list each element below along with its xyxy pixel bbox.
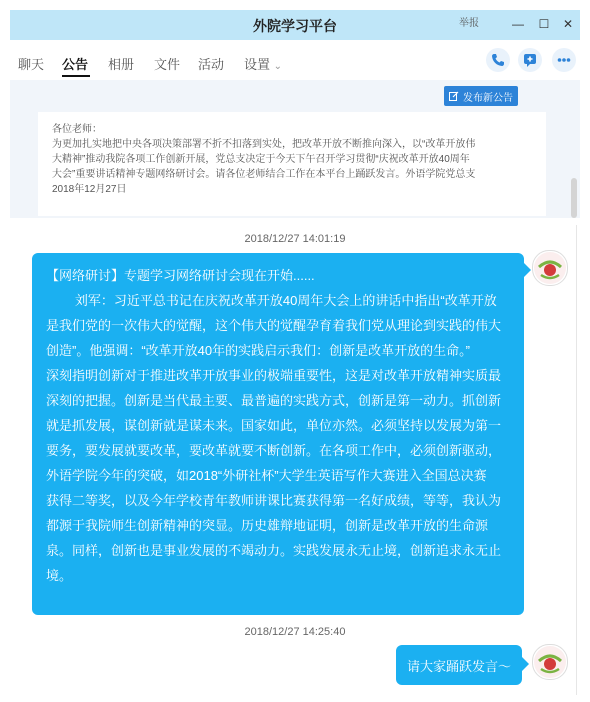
phone-button[interactable]	[486, 48, 510, 72]
maximize-button[interactable]: ☐	[538, 17, 550, 31]
more-icon	[552, 48, 576, 72]
message-line: 深刻指明创新对于推进改革开放事业的极端重要性，这是对改革开放精神实质最	[46, 368, 502, 383]
announcement-line: 为更加扎实地把中央各项决策部署不折不扣落到实处，把改革开放不断推向深入，以“改革开放伟	[52, 139, 476, 150]
message-line: 就是抓发展，谋创新就是谋未来。国家如此，单位亦然。必须坚持以发展为第一	[46, 418, 502, 433]
avatar[interactable]	[532, 250, 568, 286]
message-line: 【网络研讨】专题学习网络研讨会现在开始......	[46, 268, 315, 283]
announcement-card	[38, 112, 546, 216]
tab-activity[interactable]: 活动	[198, 57, 225, 72]
edit-icon	[449, 91, 459, 101]
chat-message-bubble[interactable]	[32, 253, 524, 615]
announcement-line: 2018年12月27日	[52, 184, 127, 195]
tab-settings-label: 设置	[244, 57, 271, 72]
window-title: 外院学习平台	[253, 18, 337, 34]
chevron-down-icon: ⌄	[273, 61, 283, 72]
chat-message-bubble[interactable]	[396, 645, 522, 685]
tab-chat[interactable]: 聊天	[18, 57, 45, 72]
message-add-button[interactable]	[518, 48, 542, 72]
avatar-logo-icon	[533, 645, 567, 679]
message-add-icon	[518, 48, 542, 72]
minimize-button[interactable]: —	[512, 17, 524, 31]
message-line: 是我们党的一次伟大的觉醒，这个伟大的觉醒孕育着我们党从理论到实践的伟大	[46, 318, 502, 333]
report-button[interactable]: 举报	[459, 18, 479, 29]
tab-album[interactable]: 相册	[108, 57, 135, 72]
close-button[interactable]: ✕	[562, 17, 574, 31]
more-button[interactable]	[552, 48, 576, 72]
message-line: 都源于我院师生创新精神的突显。历史雄辩地证明，创新是改革开放的生命源	[46, 518, 489, 533]
message-line: 境。	[46, 568, 73, 583]
announcement-text	[52, 122, 530, 197]
avatar-logo-icon	[533, 251, 567, 285]
chat-message-text: 请大家踊跃发言～	[406, 659, 511, 674]
publish-announcement-button[interactable]	[444, 86, 518, 106]
tab-announcement[interactable]: 公告	[62, 57, 89, 72]
announcement-line: 各位老师：	[52, 124, 102, 135]
publish-label: 发布新公告	[463, 92, 513, 104]
chat-scroll-track	[576, 225, 577, 695]
tab-bar	[0, 40, 590, 80]
message-line: 泉。同样，创新也是事业发展的不竭动力。实践发展永无止境，创新追求永无止	[46, 543, 502, 558]
chat-message-text	[46, 263, 512, 588]
phone-icon	[486, 48, 510, 72]
message-timestamp: 2018/12/27 14:01:19	[244, 233, 346, 245]
tab-settings[interactable]	[244, 54, 282, 73]
title-bar	[10, 10, 580, 40]
message-line: 创造”。他强调：“改革开放40年的实践启示我们：创新是改革开放的生命。”	[46, 343, 470, 358]
active-tab-indicator	[62, 75, 90, 77]
message-line: 要务，要发展就要改革，要改革就要不断创新。在各项工作中，必须创新驱动，	[46, 443, 502, 458]
message-line: 深刻的把握。创新是当代最主要、最普遍的实践方式，创新是第一动力。抓创新	[46, 393, 502, 408]
announcement-scrollbar[interactable]	[571, 178, 577, 218]
message-timestamp: 2018/12/27 14:25:40	[244, 626, 346, 638]
announcement-line: 大会”重要讲话精神专题网络研讨会。请各位老师结合工作在本平台上踊跃发言。外语学院党总支	[52, 169, 476, 180]
announcement-line: 大精神”推动我院各项工作创新开展，党总支决定于今天下午召开学习贯彻“庆祝改革开放40周年	[52, 154, 470, 165]
message-line: 外语学院今年的突破，如2018“外研社杯”大学生英语写作大赛进入全国总决赛	[46, 468, 487, 483]
avatar[interactable]	[532, 644, 568, 680]
tab-files[interactable]: 文件	[154, 57, 181, 72]
message-line: 刘军：习近平总书记在庆祝改革开放40周年大会上的讲话中指出“改革开放	[46, 293, 497, 308]
message-line: 获得二等奖，以及今年学校青年教师讲课比赛获得第一名好成绩，等等，我认为	[46, 493, 502, 508]
